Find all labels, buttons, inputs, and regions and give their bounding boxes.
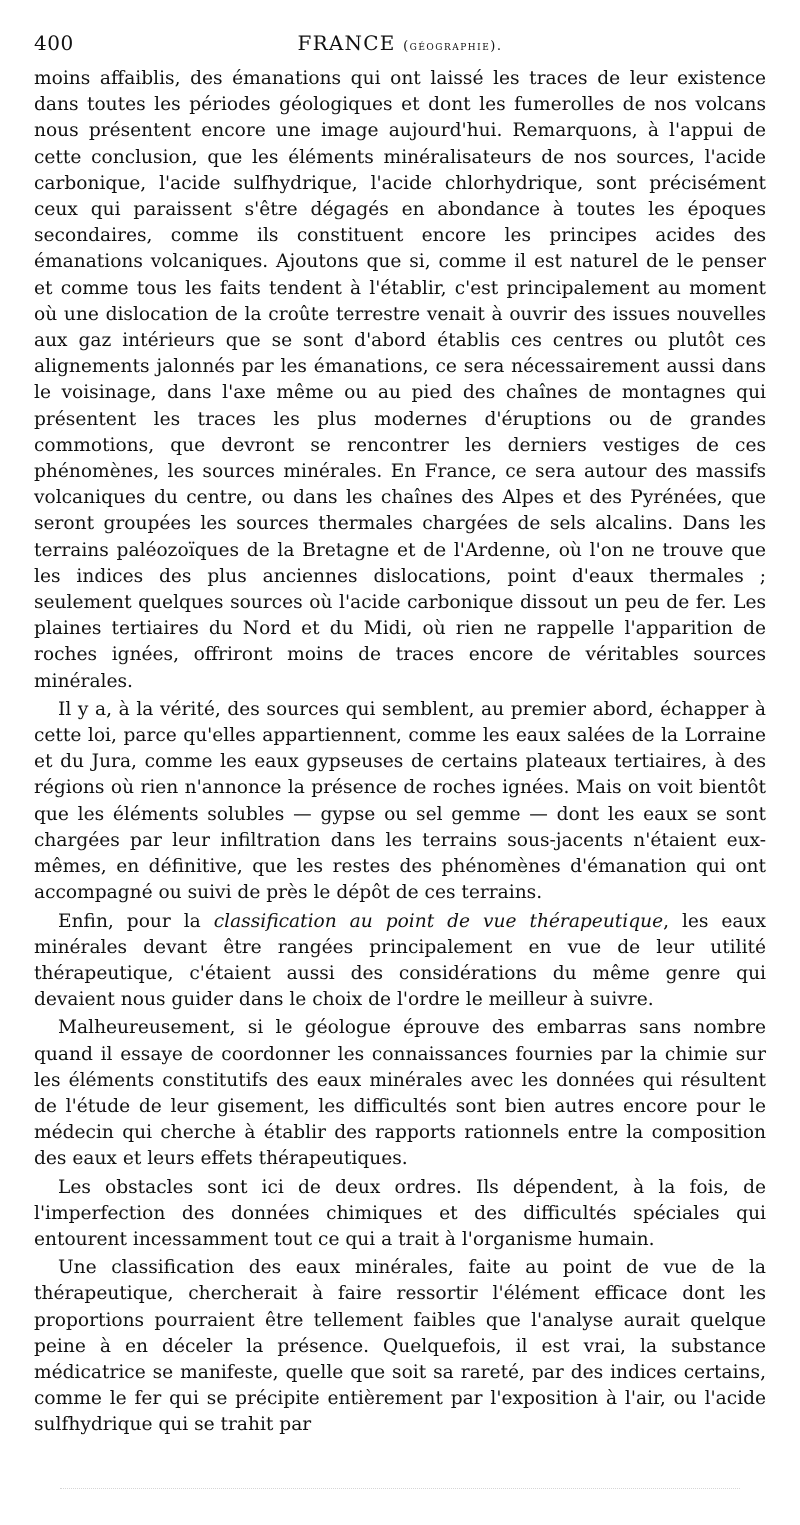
text-run: Les obstacles sont ici de deux ordres. Ils dépendent, à la fois, de l'imperfection des données chimiques et des difficultés spéciales qui entourent incessamment tout ce qui a trait à l'organisme humain. [34, 1176, 766, 1250]
running-head-subtitle: (géographie). [403, 39, 503, 54]
text-run: Une classification des eaux minérales, faite au point de vue de la thérapeutique, chercherait à faire ressortir l'élément efficace dont les proportions pourraient être tellement faibles que l'analyse aurait quelque peine à en déceler la présence. Quelquefois, il est vrai, la substance médicatrice se manifeste, quelle que soit sa rareté, par des indices certains, comme le fer qui se précipite entièrement par l'exposition à l'air, ou l'acide sulfhydrique qui se trahit par [34, 1257, 766, 1436]
italic-phrase: classification au point de vue thérapeutique [213, 910, 664, 932]
paragraph [34, 66, 766, 695]
running-head [34, 28, 766, 62]
paragraph [34, 909, 766, 1014]
paragraph [34, 697, 766, 907]
paragraph [34, 1255, 766, 1438]
text-run: , les eaux minérales devant être rangées principalement en vue de leur utilité thérapeutique, c'étaient aussi des considérations du même genre qui devaient nous guider dans le choix de l'ordre le meilleur à suivre. [34, 910, 766, 1011]
page-number: 400 [34, 31, 74, 55]
text-run: Malheureusement, si le géologue éprouve des embarras sans nombre quand il essaye de coordonner les connaissances fournies par la chimie sur les éléments constitutifs des eaux minérales avec les données qui résultent de l'étude de leur gisement, les difficultés sont bien autres encore pour le médecin qui cherche à établir des rapports rationnels entre la composition des eaux et leurs effets thérapeutiques. [34, 1017, 766, 1170]
page-header [34, 28, 766, 58]
paragraph [34, 1015, 766, 1172]
text-run: moins affaiblis, des émanations qui ont laissé les traces de leur existence dans toutes les périodes géologiques et dont les fumerolles de nos volcans nous présentent encore une image aujourd'hui. Remarquons, à l'appui de cette conclusion, que les éléments minéralisateurs de nos sources, l'acide carbonique, l'acide sulfhydrique, l'acide chlorhydrique, sont précisément ceux qui paraissent s'être dégagés en abondance à toutes les époques secondaires, comme ils constituent encore les principes acides des émanations volcaniques. Ajoutons que si, comme il est naturel de le penser et comme tous les faits tendent à l'établir, c'est principalement au moment où une dislocation de la croûte terrestre venait à ouvrir des issues nouvelles aux gaz intérieurs que se sont d'abord établis ces centres ou plutôt ces alignements jalonnés par les émanations, ce sera nécessairement aussi dans le voisinage, dans l'axe même ou au pied des chaînes de montagnes qui présentent les traces les plus modernes d'éruptions ou de grandes commotions, que devront se rencontrer les derniers vestiges de ces phénomènes, les sources minérales. En France, ce sera autour des massifs volcaniques du centre, ou dans les chaînes des Alpes et des Pyrénées, que seront groupées les sources thermales chargées de sels alcalins. Dans les terrains paléozoïques de la Bretagne et de l'Ardenne, où l'on ne trouve que les indices des plus anciennes dislocations, point d'eaux thermales ; seulement quelques sources où l'acide carbonique dissout un peu de fer. Les plaines tertiaires du Nord et du Midi, où rien ne rappelle l'apparition de roches ignées, offriront moins de traces encore de véritables sources minérales. [34, 68, 766, 692]
text-run: Il y a, à la vérité, des sources qui semblent, au premier abord, échapper à cette loi, parce qu'elles appartiennent, comme les eaux salées de la Lorraine et du Jura, comme les eaux gypseuses de certains plateaux tertiaires, à des régions où rien n'annonce la présence de roches ignées. Mais on voit bientôt que les éléments solubles — gypse ou sel gemme — dont les eaux se sont chargées par leur infiltration dans les terrains sous-jacents n'étaient eux-mêmes, en définitive, que les restes des phénomènes d'émanation qui ont accompagné ou suivi de près le dépôt de ces terrains. [34, 698, 766, 904]
body-text [34, 66, 766, 1439]
text-run: Enfin, pour la [58, 910, 214, 932]
running-head-title: FRANCE [297, 31, 396, 55]
page-bottom-rule [60, 1488, 740, 1491]
paragraph [34, 1175, 766, 1254]
